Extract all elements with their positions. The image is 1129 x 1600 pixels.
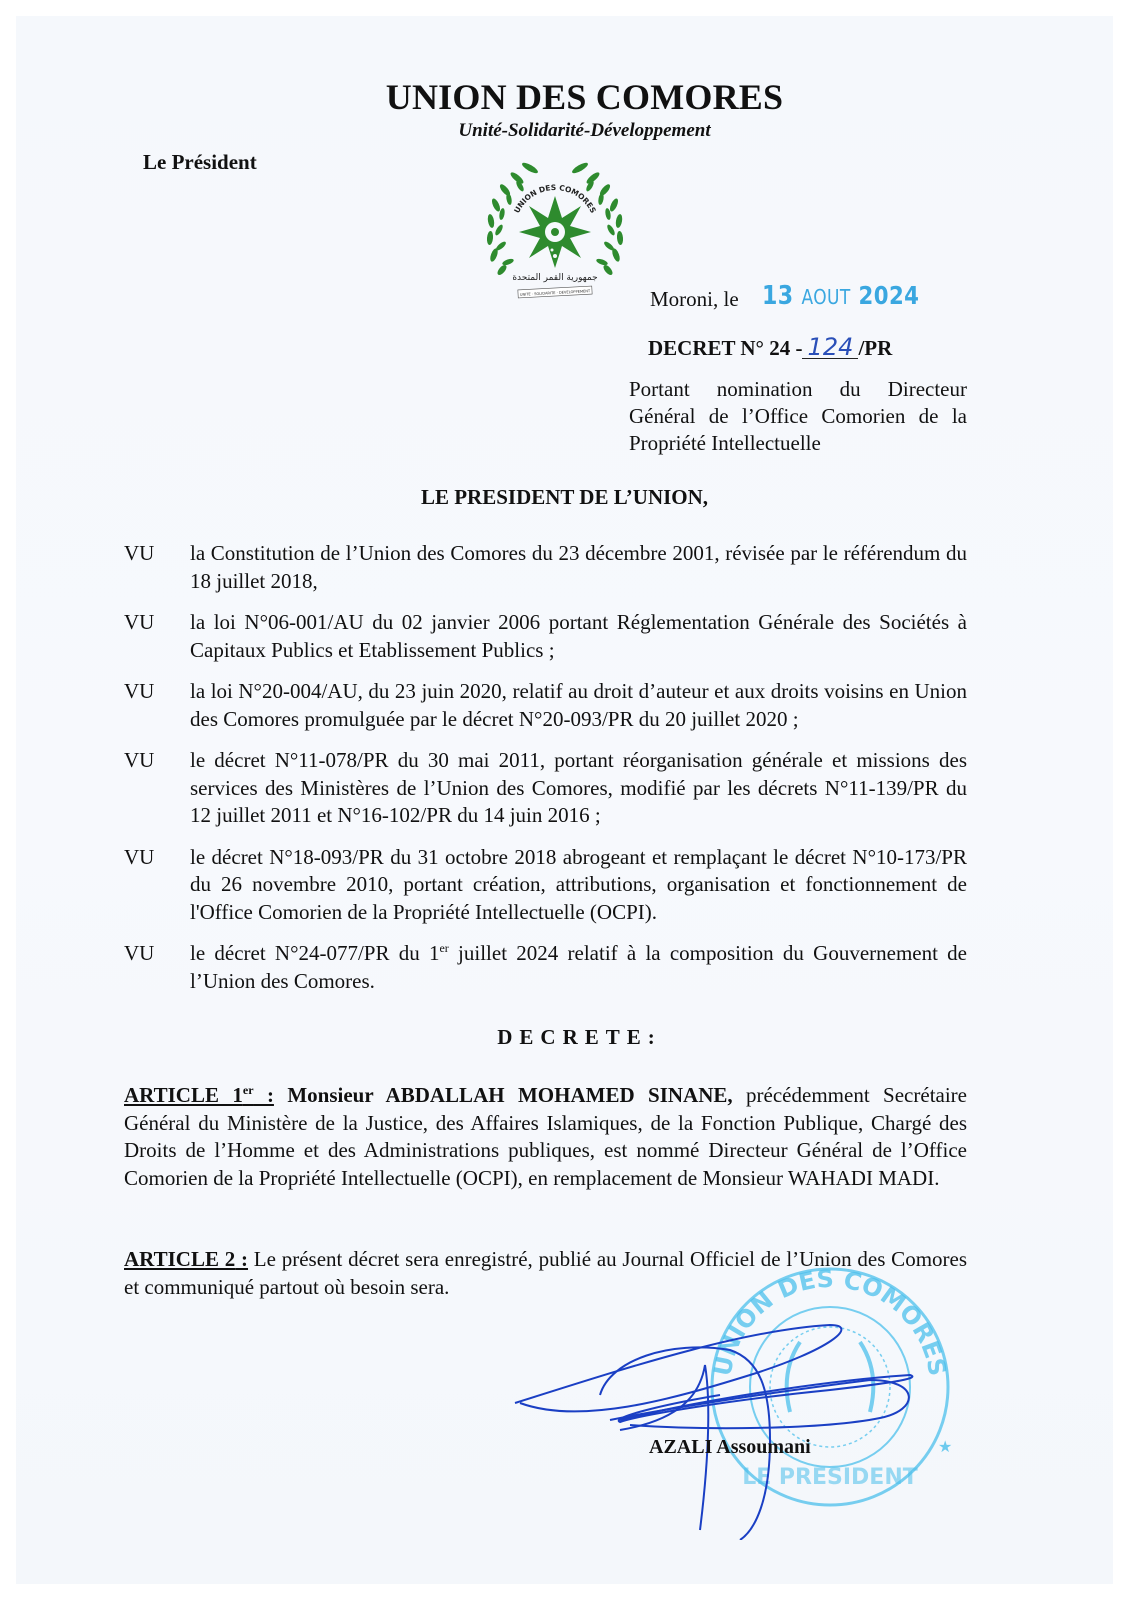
considerations-list [124, 540, 967, 1009]
consideration-text: le décret N°18-093/PR du 31 octobre 2018 abrogeant et remplaçant le décret N°10-173/PR du 26 novembre 2010, portant création, attributions, organisation et fonctionnement de l'Office Comorien de la Propriété Intellectuelle (OCPI). [190, 844, 967, 924]
consideration-item [124, 678, 967, 733]
date-stamp [762, 281, 919, 311]
decree-prefix: DECRET N° 24 - [648, 336, 803, 360]
decrete-heading: DECRETE: [497, 1025, 662, 1049]
ordinal-superscript: er [439, 941, 449, 955]
article-label-colon: : [253, 1083, 274, 1107]
consideration-text-part: le décret N°24-077/PR du 1 [190, 941, 440, 965]
decree-handwritten-number: 124 [802, 336, 858, 359]
laurel-right-icon [571, 161, 624, 277]
consideration-item [124, 940, 967, 995]
ordinal-superscript: er [242, 1083, 254, 1097]
place-label: Moroni, le [650, 287, 739, 311]
seal-bottom-text: LE PRESIDENT [742, 1465, 918, 1490]
emblem-star-icon [519, 196, 591, 268]
appointee-name: Monsieur ABDALLAH MOHAMED SINANE, [273, 1083, 733, 1107]
consideration-item [124, 540, 967, 595]
article-1-label [124, 1083, 274, 1107]
issuer-label: Le Président [143, 150, 257, 174]
consideration-text: le décret N°11-078/PR du 30 mai 2011, portant réorganisation générale et missions des services des Ministères de l’Union des Comores, modifié par les décrets N°11-139/PR du 12 juillet 2011 et N°16-102/PR du 14 juin 2016 ; [190, 748, 967, 827]
country-title: UNION DES COMORES [385, 77, 784, 117]
national-emblem-icon [480, 160, 630, 305]
signature-icon [500, 1300, 940, 1540]
consideration-text: la Constitution de l’Union des Comores du 23 décembre 2001, révisée par le référendum du 18 juillet 2018, [190, 541, 967, 593]
svg-text:★: ★ [938, 1439, 953, 1456]
date-stamp-year: 2024 [858, 281, 920, 310]
article-1 [124, 1082, 967, 1192]
article-label-text: ARTICLE 2 [124, 1247, 236, 1271]
consideration-text-part: juillet 2024 relatif à la composition du Gouvernement de l’Union des Comores. [190, 941, 967, 993]
vu-label: VU [124, 679, 155, 703]
vu-label: VU [124, 844, 155, 869]
seal-top-text: UNION DES COMORES [708, 1264, 952, 1379]
article-2-label [124, 1247, 248, 1271]
date-stamp-day: 13 [762, 281, 794, 311]
consideration-item [124, 609, 967, 664]
vu-label: VU [124, 610, 155, 634]
article-2-text: Le présent décret sera enregistré, publié au Journal Officiel de l’Union des Comores et communiqué partout où besoin sera. [124, 1247, 968, 1299]
consideration-item [124, 844, 967, 927]
article-label-text: ARTICLE 1 [124, 1083, 243, 1107]
consideration-item [124, 747, 967, 830]
preamble-heading: LE PRESIDENT DE L’UNION, [420, 485, 709, 509]
vu-label: VU [124, 941, 155, 965]
article-1-text: précédemment Secrétaire Général du Ministère de la Justice, des Affaires Islamiques, de la Fonction Publique, Chargé des Droits de l’Homme et des Administrations publiques, est nommé Directeur Général de l’Office Comorien de la Propriété Intellectuelle (OCPI), en remplacement de Monsieur WAHADI MADI. [124, 1083, 967, 1190]
decree-suffix: /PR [858, 336, 893, 360]
date-stamp-month: AOUT [801, 285, 851, 309]
decree-subject: Portant nomination du Directeur Général de l’Office Comorien de la Propriété Intellectuelle [629, 377, 967, 455]
signer-name: AZALI Assoumani [649, 1436, 811, 1458]
vu-label: VU [124, 541, 155, 565]
vu-label: VU [124, 748, 155, 772]
article-label-colon: : [235, 1247, 249, 1271]
emblem-arabic-text: جمهورية القمر المتحدة [512, 273, 598, 283]
decree-number [648, 333, 893, 361]
consideration-text: la loi N°06-001/AU du 02 janvier 2006 portant Réglementation Générale des Sociétés à Capitaux Publics et Etablissement Publics ; [190, 610, 967, 662]
emblem-ribbon-text: UNITE · SOLIDARITE · DEVELOPPEMENT [519, 289, 591, 297]
emblem-top-text: UNION DES COMORES [512, 182, 598, 215]
national-motto: Unité-Solidarité-Développement [458, 120, 711, 141]
consideration-text [190, 940, 967, 995]
laurel-left-icon [486, 161, 539, 277]
consideration-text: la loi N°20-004/AU, du 23 juin 2020, relatif au droit d’auteur et aux droits voisins en Union des Comores promulguée par le décret N°20-093/PR du 20 juillet 2020 ; [190, 679, 967, 731]
